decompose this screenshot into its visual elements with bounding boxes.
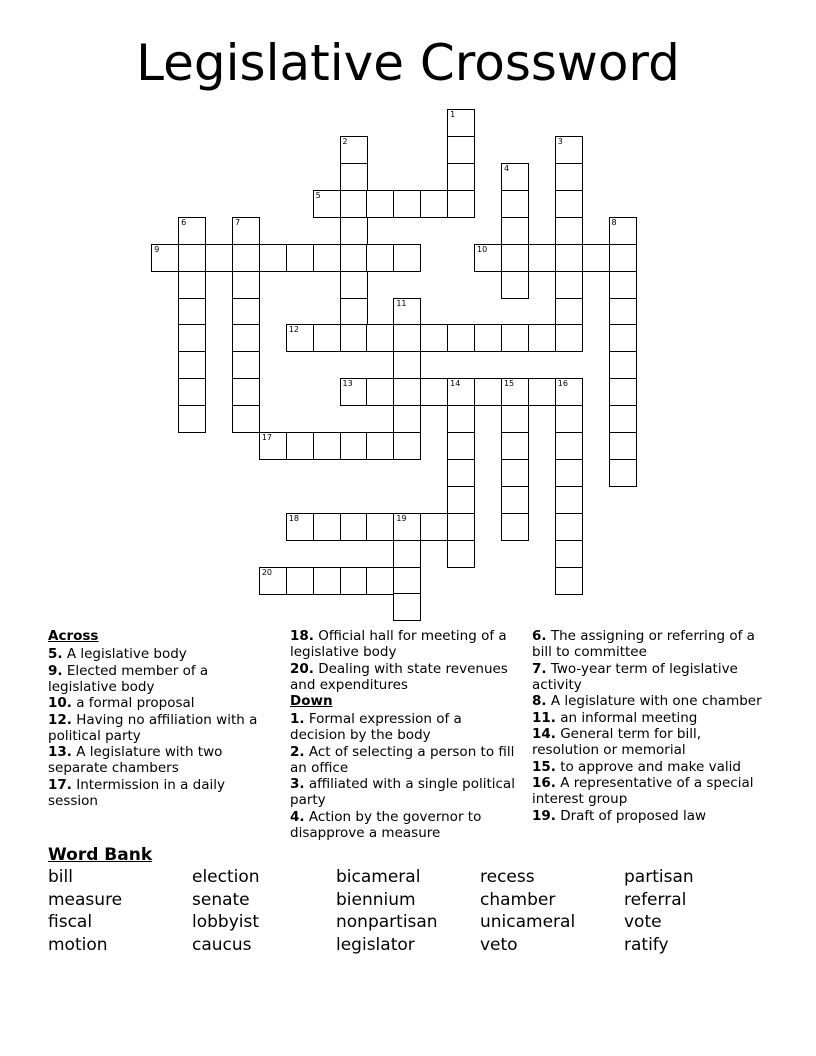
grid-cell[interactable]: [501, 190, 529, 218]
grid-cell[interactable]: [393, 513, 421, 541]
word-bank: [48, 866, 768, 957]
grid-cell[interactable]: [393, 593, 421, 621]
grid-cell[interactable]: [340, 217, 368, 245]
grid-cell[interactable]: [501, 378, 529, 406]
clue-text: Having no affiliation with a political party: [48, 711, 258, 744]
grid-cell[interactable]: [313, 432, 341, 460]
word-bank-title: Word Bank: [48, 845, 153, 865]
clue-number: 15: [503, 379, 515, 389]
clue-number-label: 11.: [532, 709, 556, 726]
grid-cell[interactable]: [420, 190, 448, 218]
clue-text: A representative of a special interest group: [532, 775, 754, 807]
grid-cell[interactable]: [340, 432, 368, 460]
grid-cell[interactable]: [366, 324, 394, 352]
clue: [532, 726, 762, 758]
grid-cell[interactable]: [286, 513, 314, 541]
grid-cell[interactable]: [393, 244, 421, 272]
grid-cell[interactable]: [501, 486, 529, 514]
word-bank-item: bicameral: [336, 867, 421, 887]
grid-cell[interactable]: [178, 298, 206, 326]
clues-column-3: [532, 628, 762, 824]
grid-cell[interactable]: [501, 405, 529, 433]
grid-cell[interactable]: [340, 378, 368, 406]
clue: [532, 710, 762, 726]
clue-number: 4: [503, 164, 510, 174]
grid-cell[interactable]: [420, 513, 448, 541]
grid-cell[interactable]: [447, 109, 475, 137]
grid-cell[interactable]: [447, 136, 475, 164]
grid-cell[interactable]: [555, 378, 583, 406]
grid-cell[interactable]: [474, 378, 502, 406]
clue: [290, 628, 520, 660]
grid-cell[interactable]: [555, 136, 583, 164]
grid-cell[interactable]: [555, 459, 583, 487]
grid-cell[interactable]: [555, 271, 583, 299]
grid-cell[interactable]: [501, 271, 529, 299]
grid-cell[interactable]: [366, 244, 394, 272]
grid-cell[interactable]: [232, 298, 260, 326]
grid-cell[interactable]: [609, 432, 637, 460]
grid-cell[interactable]: [286, 567, 314, 595]
word-bank-item: legislator: [336, 935, 415, 956]
grid-cell[interactable]: [232, 378, 260, 406]
grid-cell[interactable]: [555, 486, 583, 514]
clue-number: 1: [450, 110, 456, 120]
clue-text: Action by the governor to disapprove a measure: [290, 808, 482, 841]
grid-cell[interactable]: [609, 324, 637, 352]
grid-cell[interactable]: [313, 513, 341, 541]
grid-cell[interactable]: [501, 217, 529, 245]
word-bank-item: nonpartisan: [336, 912, 438, 933]
clue-text: Act of selecting a person to fill an office: [290, 743, 515, 776]
clue: [48, 663, 278, 695]
grid-cell[interactable]: [501, 324, 529, 352]
grid-cell[interactable]: [501, 459, 529, 487]
clue-number: 6: [181, 217, 187, 227]
word-bank-item: referral: [624, 889, 687, 910]
grid-cell[interactable]: [501, 513, 529, 541]
down-clue-list: [290, 711, 520, 841]
grid-cell[interactable]: [447, 540, 475, 568]
grid-cell[interactable]: [528, 378, 556, 406]
grid-cell[interactable]: [393, 540, 421, 568]
grid-cell[interactable]: [474, 244, 502, 272]
word-bank-item: vote: [624, 912, 662, 933]
clue: [48, 777, 278, 809]
grid-cell[interactable]: [501, 163, 529, 191]
clue: [532, 693, 762, 709]
clue: [290, 711, 520, 743]
clue-text: Official hall for meeting of a legislative body: [290, 628, 507, 660]
grid-cell[interactable]: [555, 540, 583, 568]
clue-number-label: 1.: [290, 711, 305, 727]
grid-cell[interactable]: [555, 405, 583, 433]
grid-cell[interactable]: [609, 378, 637, 406]
clue-number: 10: [477, 244, 488, 254]
grid-cell[interactable]: [178, 244, 206, 272]
grid-cell[interactable]: [582, 244, 610, 272]
clues-column-1: [48, 628, 278, 809]
grid-cell[interactable]: [232, 217, 260, 245]
clue-number-label: 18.: [290, 628, 314, 644]
grid-cell[interactable]: [286, 432, 314, 460]
clue-number: 9: [154, 244, 160, 254]
word-bank-item: partisan: [624, 867, 694, 887]
clue: [532, 808, 762, 824]
clue-text: Intermission in a daily session: [48, 776, 225, 809]
across-header: Across: [48, 628, 99, 644]
grid-cell[interactable]: [393, 298, 421, 326]
word-bank-item: motion: [48, 935, 108, 956]
clue-number-label: 9.: [48, 662, 63, 679]
grid-cell[interactable]: [609, 244, 637, 272]
clue-number-label: 8.: [532, 693, 547, 709]
grid-cell[interactable]: [340, 136, 368, 164]
grid-cell[interactable]: [232, 405, 260, 433]
grid-cell[interactable]: [447, 486, 475, 514]
clue: [48, 646, 278, 662]
grid-cell[interactable]: [528, 324, 556, 352]
clue-number: 13: [342, 379, 353, 389]
clue-number-label: 12.: [48, 711, 72, 728]
grid-cell[interactable]: [178, 271, 206, 299]
grid-cell[interactable]: [528, 244, 556, 272]
clue: [532, 661, 762, 693]
clue-text: Formal expression of a decision by the body: [290, 711, 462, 743]
clue-text: Elected member of a legislative body: [48, 662, 209, 695]
clue-number-label: 10.: [48, 695, 72, 711]
grid-cell[interactable]: [393, 378, 421, 406]
clue-text: Two-year term of legislative activity: [532, 660, 738, 693]
grid-cell[interactable]: [555, 298, 583, 326]
clue: [532, 628, 762, 660]
down-clue-list-continued: [532, 628, 762, 824]
word-bank-item: recess: [480, 867, 535, 887]
grid-cell[interactable]: [313, 244, 341, 272]
clue-number-label: 20.: [290, 660, 314, 677]
word-bank-item: lobbyist: [192, 912, 260, 933]
clue-text: an informal meeting: [555, 709, 698, 726]
grid-cell[interactable]: [555, 163, 583, 191]
grid-cell[interactable]: [178, 378, 206, 406]
grid-cell[interactable]: [393, 405, 421, 433]
clue-number: 2: [342, 137, 348, 147]
clue-text: The assigning or referring of a bill to committee: [532, 628, 755, 660]
grid-cell[interactable]: [286, 244, 314, 272]
clue-text: A legislature with two separate chambers: [48, 744, 223, 776]
clue-text: Draft of proposed law: [555, 807, 707, 824]
clue-number-label: 6.: [532, 628, 547, 644]
grid-cell[interactable]: [555, 324, 583, 352]
across-clue-list-continued: [290, 628, 520, 693]
grid-cell[interactable]: [555, 190, 583, 218]
clue-number: 14: [450, 379, 461, 389]
clue: [290, 744, 520, 776]
clue-number-label: 7.: [532, 660, 547, 677]
clue: [290, 809, 520, 841]
word-bank-item: biennium: [336, 889, 416, 910]
grid-cell[interactable]: [232, 244, 260, 272]
clue-number: 8: [611, 217, 617, 227]
grid-cell[interactable]: [501, 432, 529, 460]
grid-cell[interactable]: [447, 405, 475, 433]
grid-cell[interactable]: [555, 217, 583, 245]
clue-number-label: 5.: [48, 646, 63, 662]
grid-cell[interactable]: [232, 324, 260, 352]
grid-cell[interactable]: [232, 351, 260, 379]
grid-cell[interactable]: [340, 271, 368, 299]
grid-cell[interactable]: [178, 405, 206, 433]
clues-column-2: [290, 628, 520, 841]
grid-cell[interactable]: [178, 351, 206, 379]
clue-number-label: 3.: [290, 776, 305, 792]
clue: [532, 759, 762, 775]
grid-cell[interactable]: [366, 190, 394, 218]
clue-text: Dealing with state revenues and expenditures: [290, 660, 508, 693]
clue-number: 5: [315, 190, 321, 200]
grid-cell[interactable]: [393, 324, 421, 352]
grid-cell[interactable]: [447, 163, 475, 191]
grid-cell[interactable]: [259, 567, 287, 595]
clue-number: 11: [396, 298, 407, 308]
clue: [48, 695, 278, 711]
clue: [48, 744, 278, 776]
grid-cell[interactable]: [420, 324, 448, 352]
grid-cell[interactable]: [313, 324, 341, 352]
word-bank-item: chamber: [480, 889, 556, 910]
grid-cell[interactable]: [447, 324, 475, 352]
word-bank-item: fiscal: [48, 912, 93, 933]
clue-number: 16: [557, 379, 568, 389]
clue: [48, 712, 278, 744]
clue-number: 17: [261, 433, 273, 443]
clue-number: 12: [288, 325, 299, 335]
grid-cell[interactable]: [393, 190, 421, 218]
clue-number: 3: [557, 137, 563, 147]
grid-cell[interactable]: [340, 298, 368, 326]
word-bank-item: senate: [192, 889, 250, 910]
across-clue-list: [48, 646, 278, 809]
word-bank-item: measure: [48, 889, 123, 910]
grid-cell[interactable]: [313, 567, 341, 595]
grid-cell[interactable]: [447, 432, 475, 460]
page-title: Legislative Crossword: [136, 34, 680, 92]
clue-number-label: 16.: [532, 775, 556, 791]
clue: [290, 776, 520, 808]
grid-cell[interactable]: [609, 459, 637, 487]
clue-number-label: 13.: [48, 744, 72, 760]
grid-cell[interactable]: [205, 244, 233, 272]
clue-number: 19: [396, 513, 407, 523]
clue-text: General term for bill, resolution or memorial: [532, 726, 702, 758]
clue-text: A legislative body: [62, 646, 187, 662]
word-bank-item: election: [192, 867, 260, 887]
grid-cell[interactable]: [447, 190, 475, 218]
clue-number-label: 17.: [48, 776, 72, 793]
grid-cell[interactable]: [393, 432, 421, 460]
grid-cell[interactable]: [259, 432, 287, 460]
word-bank-item: ratify: [624, 935, 669, 956]
grid-cell[interactable]: [178, 217, 206, 245]
grid-cell[interactable]: [340, 513, 368, 541]
clue-number-label: 14.: [532, 726, 556, 742]
clue-number-label: 15.: [532, 758, 556, 775]
word-bank-item: veto: [480, 935, 518, 956]
grid-cell[interactable]: [420, 378, 448, 406]
grid-cell[interactable]: [340, 190, 368, 218]
grid-cell[interactable]: [609, 351, 637, 379]
grid-cell[interactable]: [340, 244, 368, 272]
grid-cell[interactable]: [286, 324, 314, 352]
grid-cell[interactable]: [555, 513, 583, 541]
grid-cell[interactable]: [393, 567, 421, 595]
word-bank-item: bill: [48, 867, 73, 887]
grid-cell[interactable]: [609, 405, 637, 433]
clue-text: affiliated with a single political party: [290, 776, 515, 808]
clue-number: 7: [234, 217, 241, 227]
grid-cell[interactable]: [340, 567, 368, 595]
grid-cell[interactable]: [447, 459, 475, 487]
clue-number: 20: [261, 567, 273, 577]
grid-cell[interactable]: [609, 298, 637, 326]
grid-cell[interactable]: [366, 567, 394, 595]
clue-text: a formal proposal: [71, 695, 195, 711]
clue: [290, 661, 520, 693]
grid-cell[interactable]: [555, 567, 583, 595]
grid-cell[interactable]: [366, 378, 394, 406]
grid-cell[interactable]: [366, 513, 394, 541]
word-bank-item: caucus: [192, 935, 252, 956]
grid-cell[interactable]: [447, 513, 475, 541]
grid-cell[interactable]: [609, 217, 637, 245]
grid-cell[interactable]: [259, 244, 287, 272]
word-bank-item: unicameral: [480, 912, 576, 933]
grid-cell[interactable]: [555, 432, 583, 460]
clue-text: to approve and make valid: [555, 758, 741, 775]
clue-number-label: 19.: [532, 807, 556, 824]
grid-cell[interactable]: [313, 190, 341, 218]
clue-number-label: 2.: [290, 743, 305, 760]
grid-cell[interactable]: [178, 324, 206, 352]
grid-cell[interactable]: [340, 163, 368, 191]
down-header: Down: [290, 693, 333, 709]
clue-text: A legislature with one chamber: [546, 693, 762, 709]
grid-cell[interactable]: [474, 324, 502, 352]
grid-cell[interactable]: [609, 271, 637, 299]
clue-number: 18: [288, 513, 299, 523]
clue-number-label: 4.: [290, 808, 305, 825]
grid-cell[interactable]: [447, 378, 475, 406]
grid-cell[interactable]: [232, 271, 260, 299]
grid-cell[interactable]: [151, 244, 179, 272]
grid-cell[interactable]: [340, 324, 368, 352]
clue: [532, 775, 762, 807]
grid-cell[interactable]: [393, 351, 421, 379]
grid-cell[interactable]: [366, 432, 394, 460]
grid-cell[interactable]: [501, 244, 529, 272]
grid-cell[interactable]: [555, 244, 583, 272]
